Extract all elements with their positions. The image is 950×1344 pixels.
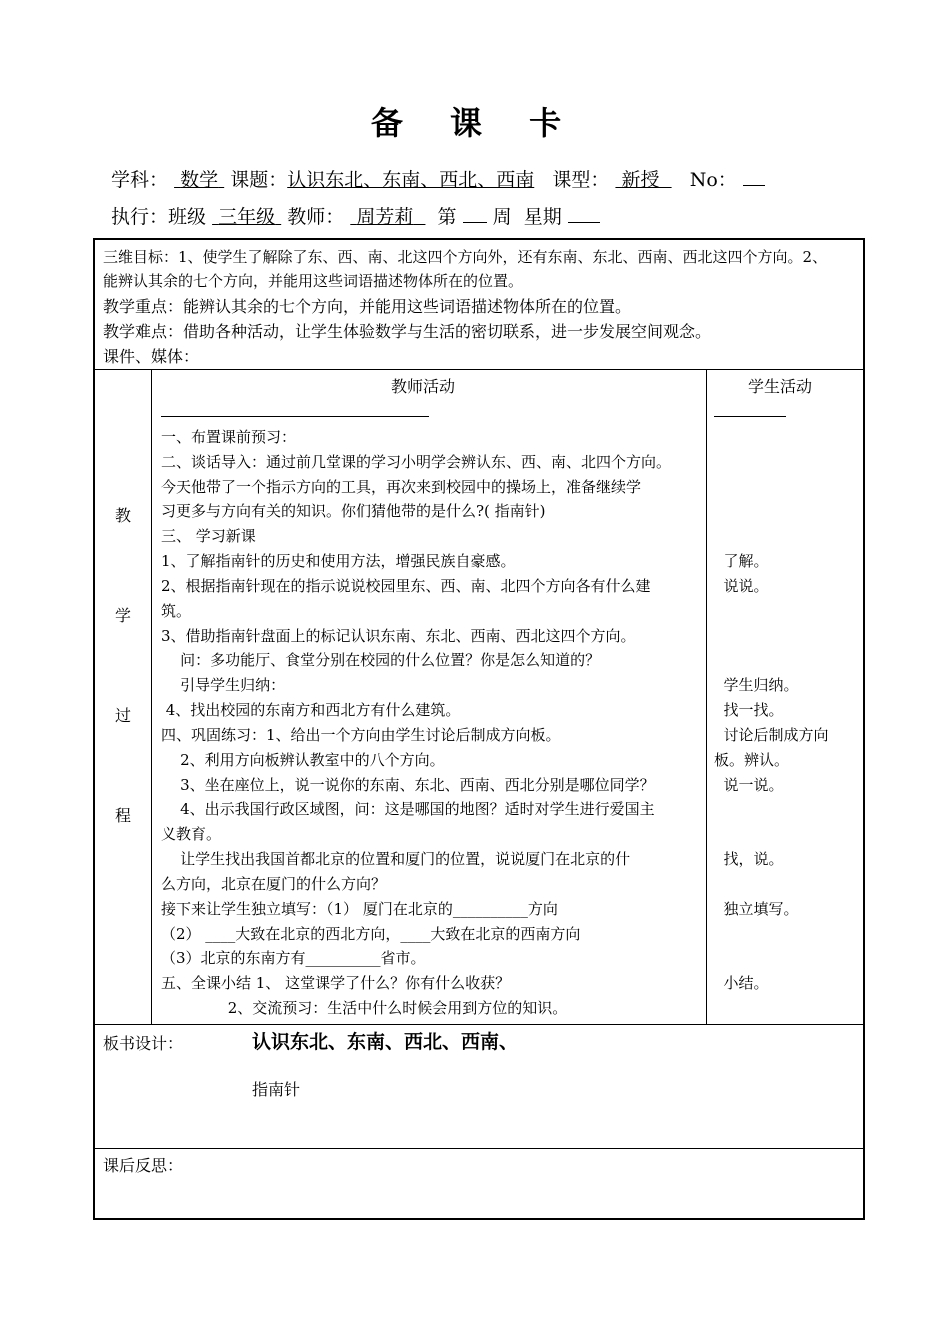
teacher-activity-line: 一、布置课前预习： bbox=[161, 428, 297, 446]
student-activity-line: 独立填写。 bbox=[714, 899, 799, 918]
no-label: No： bbox=[689, 169, 737, 191]
divider-side-col bbox=[151, 369, 152, 1024]
student-activity-line: 说说。 bbox=[714, 576, 769, 595]
teacher-activity-line: 2、根据指南针现在的指示说说校园里东、西、南、北四个方向各有什么建 bbox=[161, 576, 651, 595]
board-heading: 认识东北、东南、西北、西南、 bbox=[252, 1031, 519, 1053]
student-activity-header: 学生活动 bbox=[748, 377, 813, 396]
teacher-activity-line: 筑。 bbox=[161, 601, 192, 620]
teacher-activity-line: 义教育。 bbox=[161, 825, 222, 844]
week-blank bbox=[463, 204, 487, 223]
board-sub: 指南针 bbox=[252, 1080, 301, 1099]
teacher-activity-line: 2、利用方向板辨认教室中的八个方向。 bbox=[161, 750, 445, 769]
student-activity-line: 学生归纳。 bbox=[714, 676, 799, 695]
teacher-value: 周芳莉 bbox=[356, 206, 414, 228]
divider-goals bbox=[93, 369, 865, 370]
divider-board bbox=[93, 1148, 865, 1149]
type-value: 新授 bbox=[621, 169, 660, 191]
teacher-activity-line: 今天他带了一个指示方向的工具，再次来到校园中的操场上，准备继续学 bbox=[161, 477, 642, 496]
teacher-activity-line: 四、巩固练习：1、给出一个方向由学生讨论后制成方向板。 bbox=[161, 725, 561, 744]
student-activity-line: 说一说。 bbox=[714, 775, 784, 794]
student-header-rule bbox=[714, 416, 786, 417]
page-title: 备 课 卡 bbox=[370, 104, 580, 142]
teacher-activity-line: 1、了解指南针的历史和使用方法，增强民族自豪感。 bbox=[161, 552, 516, 571]
teacher-activity-line: 三、 学习新课 bbox=[161, 527, 256, 546]
teacher-label: 教师： bbox=[287, 206, 345, 228]
subject-label: 学科： bbox=[111, 169, 169, 191]
teacher-activity-line: 问：多功能厅、食堂分别在校园的什么位置？你是怎么知道的？ bbox=[161, 651, 601, 670]
teacher-activity-header: 教师活动 bbox=[391, 377, 456, 396]
topic-label: 课题： bbox=[230, 169, 288, 191]
side-char-1: 教 bbox=[115, 506, 132, 525]
class-value: 三年级 bbox=[218, 206, 276, 228]
week-prefix: 第 bbox=[437, 206, 457, 228]
teacher-activity-line: 五、全课小结 1、 这堂课学了什么？你有什么收获？ bbox=[161, 974, 511, 993]
teacher-header-rule bbox=[161, 416, 429, 417]
topic-value: 认识东北、东南、西北、西南 bbox=[287, 169, 535, 191]
side-char-2: 学 bbox=[115, 606, 132, 625]
week-suffix: 周 bbox=[492, 206, 512, 228]
header-row-1 bbox=[111, 165, 765, 192]
goals-line-1: 三维目标：1、使学生了解除了东、西、南、北这四个方向外，还有东南、东北、西南、西北这四个方向。2、 bbox=[103, 248, 828, 266]
class-label: 班级 bbox=[168, 206, 207, 228]
teacher-activity-line: 引导学生归纳： bbox=[161, 676, 286, 695]
teacher-activity-line: 3、坐在座位上，说一说你的东南、东北、西南、西北分别是哪位同学？ bbox=[161, 775, 655, 794]
side-char-4: 程 bbox=[115, 806, 132, 825]
teacher-activity-line: 习更多与方向有关的知识。你们猜他带的是什么?( 指南针) bbox=[161, 502, 546, 521]
student-activity-line: 小结。 bbox=[714, 974, 769, 993]
difficulty: 教学难点：借助各种活动，让学生体验数学与生活的密切联系，进一步发展空间观念。 bbox=[103, 322, 712, 341]
reflection-label: 课后反思： bbox=[103, 1156, 184, 1175]
teacher-activity-line: （2） ____大致在北京的西北方向，____大致在北京的西南方向 bbox=[161, 924, 581, 943]
teacher-activity-line: 4、出示我国行政区域图，问：这是哪国的地图？适时对学生进行爱国主 bbox=[161, 800, 655, 819]
teacher-activity-line: 2、交流预习：生活中什么时候会用到方位的知识。 bbox=[161, 999, 568, 1018]
key-point: 教学重点：能辨认其余的七个方向，并能用这些词语描述物体所在的位置。 bbox=[103, 297, 632, 316]
subject-value: 数学 bbox=[180, 169, 219, 191]
header-row-2 bbox=[111, 202, 600, 229]
goals-line-2: 能辨认其余的七个方向，并能用这些词语描述物体所在的位置。 bbox=[103, 272, 524, 290]
weekday-label: 星期 bbox=[523, 206, 562, 228]
teacher-activity-line: 二、谈话导入：通过前几堂课的学习小明学会辨认东、西、南、北四个方向。 bbox=[161, 452, 672, 471]
student-activity-line: 找一找。 bbox=[714, 701, 784, 720]
teacher-activity-line: 4、找出校园的东南方和西北方有什么建筑。 bbox=[161, 701, 461, 720]
side-char-3: 过 bbox=[115, 706, 132, 725]
weekday-blank bbox=[568, 204, 600, 223]
teacher-activity-line: （3）北京的东南方有__________省市。 bbox=[161, 949, 426, 968]
divider-process bbox=[93, 1024, 865, 1025]
student-activity-line: 了解。 bbox=[714, 552, 769, 571]
divider-student-col bbox=[706, 369, 707, 1024]
teacher-activity-line: 让学生找出我国首都北京的位置和厦门的位置，说说厦门在北京的什 bbox=[161, 850, 631, 869]
exec-label: 执行： bbox=[111, 206, 169, 228]
student-activity-line: 讨论后制成方向 bbox=[714, 725, 829, 744]
teacher-activity-line: 3、借助指南针盘面上的标记认识东南、东北、西南、西北这四个方向。 bbox=[161, 626, 636, 645]
type-label: 课型： bbox=[552, 169, 610, 191]
no-blank bbox=[743, 167, 765, 186]
board-label: 板书设计： bbox=[103, 1034, 184, 1053]
teacher-activity-line: 接下来让学生独立填写：（1） 厦门在北京的__________方向 bbox=[161, 899, 558, 918]
teacher-activity-line: 么方向，北京在厦门的什么方向？ bbox=[161, 874, 387, 893]
media: 课件、媒体： bbox=[103, 347, 200, 366]
student-activity-line: 找，说。 bbox=[714, 850, 784, 869]
student-activity-line: 板。辨认。 bbox=[714, 750, 790, 769]
